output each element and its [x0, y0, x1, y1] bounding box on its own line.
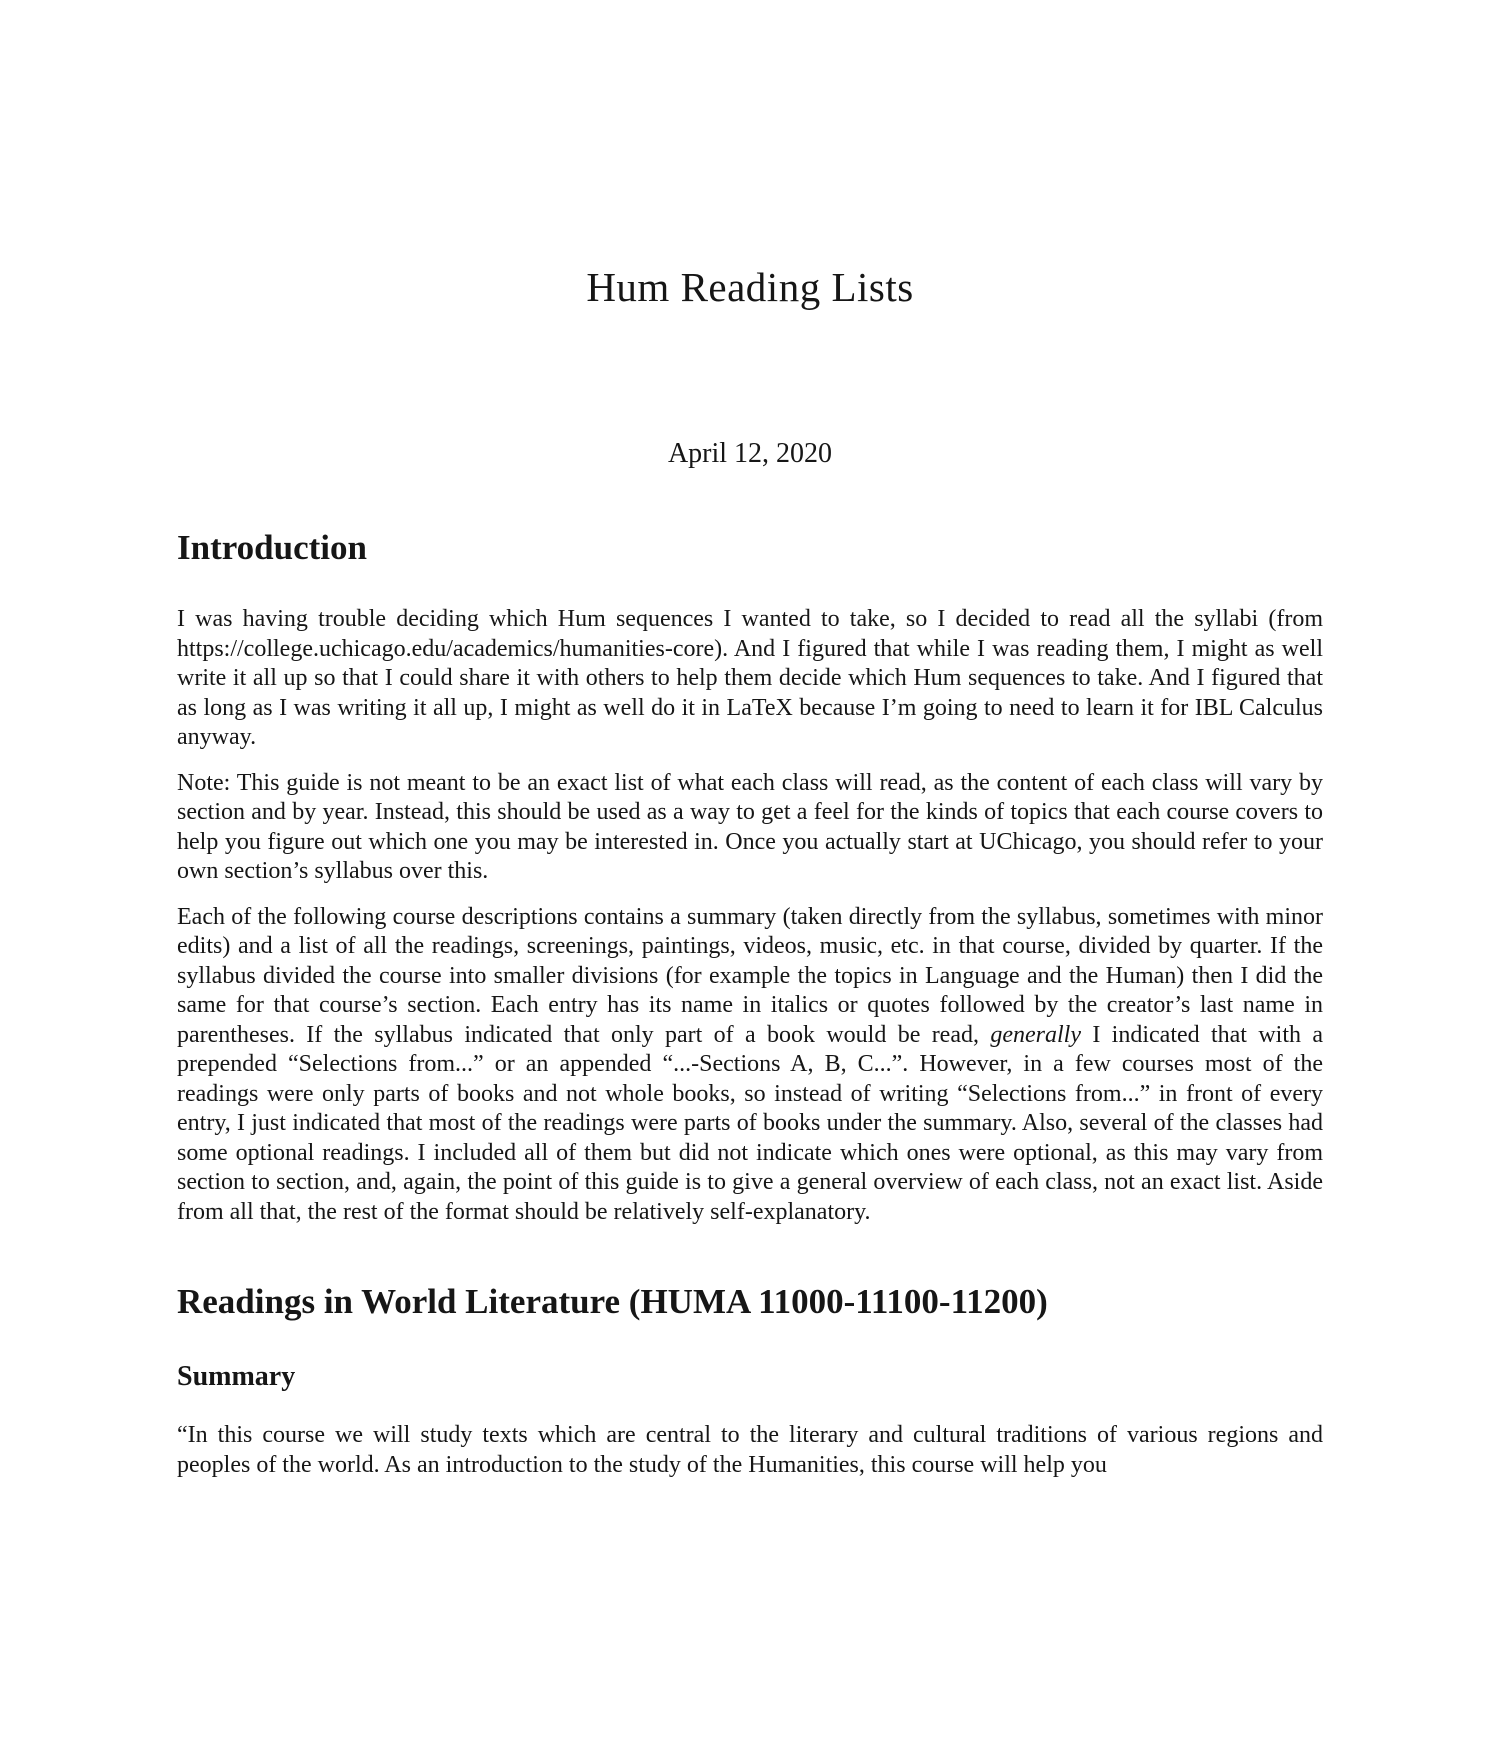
summary-subheading: Summary — [177, 1361, 296, 1392]
intro-paragraph-3-text-after: I indicated that with a prepended “Selections from...” or an appended “...-Sections A, B, C...”. However, in a few courses most of the readings were only parts of books and not whole books, so instead of writing “Selections from...” in front of every entry, I just indicated that most of the readings were parts of books under the summary. Also, several of the classes had some optional readings. I included all of them but did not indicate which ones were optional, as this may vary from section to section, and, again, the point of this guide is to give a general overview of each class, not an exact list. Aside from all that, the rest of the format should be relatively self-explanatory. — [177, 1021, 1323, 1225]
intro-paragraph-3-text-before: Each of the following course descriptions contains a summary (taken directly from the syllabus, sometimes with minor edits) and a list of all the readings, screenings, paintings, videos, music, etc. in that course, divided by quarter. If the syllabus divided the course into smaller divisions (for example the topics in Language and the Human) then I did the same for that course’s section. Each entry has its name in italics or quotes followed by the creator’s last name in parentheses. If the syllabus indicated that only part of a book would be read, — [177, 903, 1323, 1048]
introduction-heading: Introduction — [177, 528, 367, 567]
document-title: Hum Reading Lists — [586, 264, 914, 310]
intro-paragraph-2: Note: This guide is not meant to be an exact list of what each class will read, as the content of each class will vary by section and by year. Instead, this should be used as a way to get a feel for the kinds of topics that each course covers to help you figure out which one you may be interested in. Once you actually start at UChicago, you should refer to your own section’s syllabus over this. — [177, 769, 1323, 884]
pdf-page — [177, 262, 1323, 1480]
world-literature-heading: Readings in World Literature (HUMA 11000-11100-11200) — [177, 1282, 1048, 1321]
intro-paragraph-3 — [177, 903, 1323, 1228]
intro-paragraph-1: I was having trouble deciding which Hum sequences I wanted to take, so I decided to read all the syllabi (from https://college.uchicago.edu/academics/humanities-core). And I figured that while I was reading them, I might as well write it all up so that I could share it with others to help them decide which Hum sequences to take. And I figured that as long as I was writing it all up, I might as well do it in LaTeX because I’m going to need to learn it for IBL Calculus anyway. — [177, 606, 1323, 750]
intro-paragraph-3-italic-word: generally — [990, 1021, 1081, 1048]
summary-paragraph-1: “In this course we will study texts which are central to the literary and cultural traditions of various regions and peoples of the world. As an introduction to the study of the Humanities, this course will help you — [177, 1422, 1323, 1478]
document-date: April 12, 2020 — [667, 438, 833, 469]
